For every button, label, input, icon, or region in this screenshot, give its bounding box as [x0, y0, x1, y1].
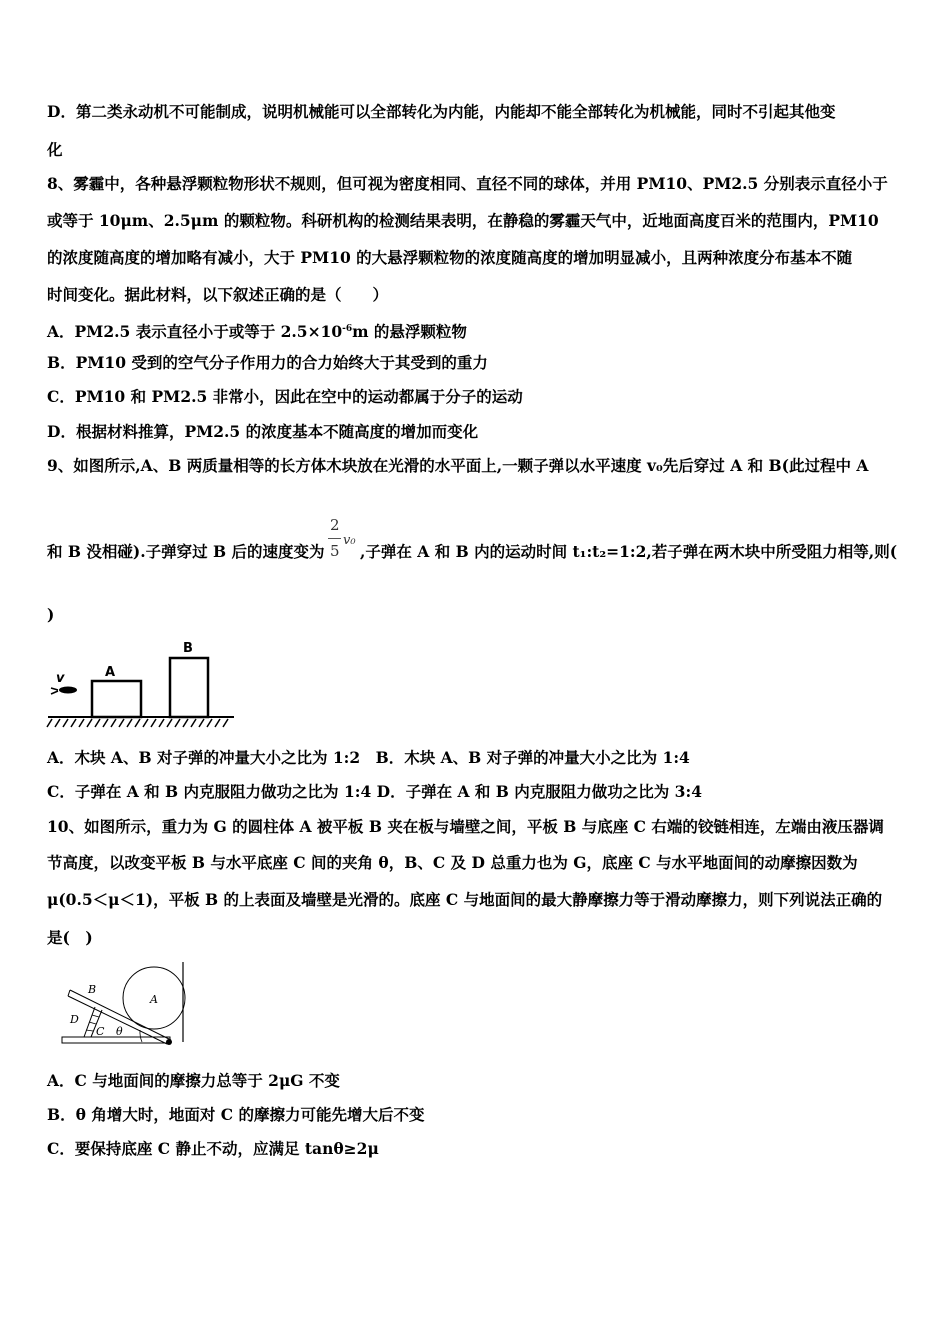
q8-option-a-unit: m 的悬浮颗粒物 — [352, 322, 467, 342]
q10-label-d: D — [70, 1013, 79, 1026]
q9-bullet — [51, 687, 77, 695]
q9-stem-line2-part2: ,子弹在 A 和 B 内的运动时间 t₁:t₂=1:2,若子弹在两木块中所受阻力相等,则( — [360, 542, 898, 561]
q8-option-b: B．PM10 受到的空气分子作用力的合力始终大于其受到的重力 — [47, 353, 488, 372]
q9-stem-line2-part1: 和 B 没相碰).子弹穿过 B 后的速度变为 — [47, 542, 325, 561]
q8-option-d: D．根据材料推算，PM2.5 的浓度基本不随高度的增加而变化 — [47, 422, 479, 441]
q8-option-a-exponent: -6 — [342, 324, 353, 334]
q9-fraction-variable: v₀ — [343, 533, 356, 548]
q10-label-b: B — [88, 983, 97, 996]
q8-option-a-text: A．PM2.5 表示直径小于或等于 2.5×10 — [47, 322, 343, 342]
q10-stem-line2: 节高度，以改变平板 B 与水平底座 C 间的夹角 θ，B、C 及 D 总重力也为 G，底座 C 与水平地面间的动摩擦因数为 — [47, 853, 858, 872]
q10-stem-line4: 是( ) — [47, 928, 93, 947]
q8-stem-line2: 或等于 10μm、2.5μm 的颗粒物。科研机构的检测结果表明，在静稳的雾霾天气中，近地面高度百米的范围内，PM10 — [47, 211, 879, 230]
q8-option-c: C．PM10 和 PM2.5 非常小，因此在空中的运动都属于分子的运动 — [47, 387, 523, 406]
q10-stem-line3: μ(0.5＜μ＜1)，平板 B 的上表面及墙壁是光滑的。底座 C 与地面间的最大静摩擦力等于滑动摩擦力，则下列说法正确的 — [47, 890, 883, 909]
q9-block-a — [92, 681, 141, 717]
q10-option-a: A．C 与地面间的摩擦力总等于 2μG 不变 — [47, 1071, 340, 1090]
q10-label-a: A — [150, 993, 158, 1006]
q8-option-a — [47, 319, 467, 342]
q8-stem-line3: 的浓度随高度的增加略有减小，大于 PM10 的大悬浮颗粒物的浓度随高度的增加明显减小，且两种浓度分布基本不随 — [47, 248, 853, 267]
q8-stem-line4: 时间变化。据此材料，以下叙述正确的是（ ） — [47, 285, 389, 304]
q9-stem-line1: 9、如图所示,A、B 两质量相等的长方体木块放在光滑的水平面上,一颗子弹以水平速度 v₀先后穿过 A 和 B(此过程中 A — [47, 456, 869, 475]
q9-stem-line3: ) — [47, 605, 55, 624]
q10-stem-line1: 10、如图所示，重力为 G 的圆柱体 A 被平板 B 夹在板与墙壁之间，平板 B 与底座 C 右端的铰链相连，左端由液压器调 — [47, 817, 884, 836]
q9-ground — [47, 717, 234, 727]
q10-label-theta: θ — [116, 1025, 123, 1038]
q9-options-ab: A．木块 A、B 对子弹的冲量大小之比为 1:2 B．木块 A、B 对子弹的冲量大小之比为 1:4 — [47, 748, 690, 767]
q9-label-a: A — [105, 665, 116, 680]
q8-stem-line1: 8、雾霾中，各种悬浮颗粒物形状不规则，但可视为密度相同、直径不同的球体，并用 PM10、PM2.5 分别表示直径小于 — [47, 174, 888, 193]
q9-block-b — [170, 658, 208, 717]
q9-blocks-figure — [46, 634, 236, 732]
q9-label-b: B — [183, 641, 193, 656]
q10-option-c: C．要保持底座 C 静止不动，应满足 tanθ≥2μ — [47, 1139, 379, 1158]
q9-options-cd: C．子弹在 A 和 B 内克服阻力做功之比为 1:4 D．子弹在 A 和 B 内克服阻力做功之比为 3:4 — [47, 782, 702, 801]
q9-velocity-label: v — [56, 671, 65, 686]
q9-fraction-bar — [328, 538, 341, 539]
q9-fraction-denominator: 5 — [330, 542, 340, 560]
q10-cylinder-figure — [58, 960, 188, 1050]
q7-option-d-line1: D．第二类永动机不可能制成，说明机械能可以全部转化为内能，内能却不能全部转化为机械能，同时不引起其他变 — [47, 102, 836, 121]
q9-fraction-numerator: 2 — [330, 516, 340, 534]
q10-option-b: B．θ 角增大时，地面对 C 的摩擦力可能先增大后不变 — [47, 1105, 425, 1124]
q10-hinge — [166, 1039, 172, 1045]
q7-option-d-line2: 化 — [47, 140, 63, 159]
q10-label-c: C — [96, 1025, 105, 1038]
